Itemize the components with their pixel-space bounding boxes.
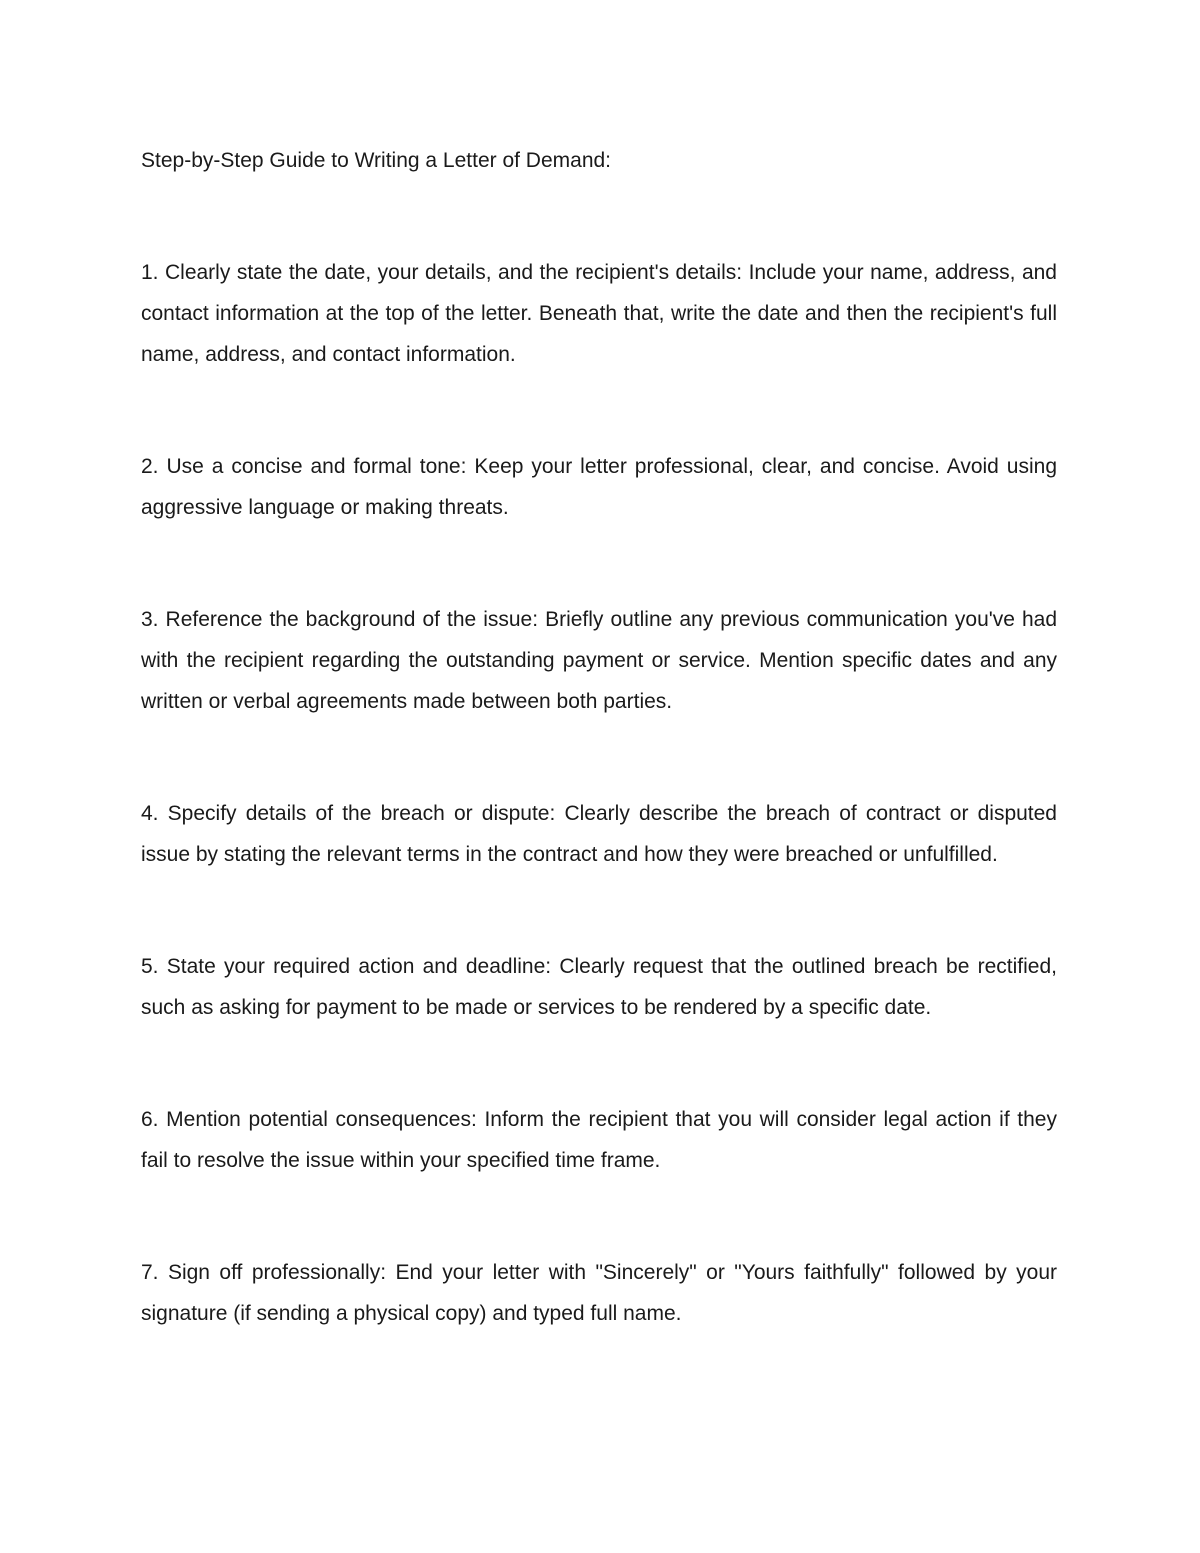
step-3-paragraph: 3. Reference the background of the issue: Briefly outline any previous communication you've had with the recipient regarding the outstanding payment or service. Mention specific dates and any written or verbal agreements made between both parties. [141, 608, 1057, 713]
step-1-paragraph: 1. Clearly state the date, your details, and the recipient's details: Include your name, address, and contact information at the top of the letter. Beneath that, write the date and then the recipient's full name, address, and contact information. [141, 261, 1057, 366]
step-4-paragraph: 4. Specify details of the breach or dispute: Clearly describe the breach of contract or disputed issue by stating the relevant terms in the contract and how they were breached or unfulfilled. [141, 802, 1057, 866]
document-title: Step-by-Step Guide to Writing a Letter of Demand: [141, 149, 612, 172]
document-body [141, 140, 1057, 1334]
step-7-paragraph: 7. Sign off professionally: End your letter with "Sincerely" or "Yours faithfully" followed by your signature (if sending a physical copy) and typed full name. [141, 1261, 1057, 1325]
step-6-paragraph: 6. Mention potential consequences: Inform the recipient that you will consider legal action if they fail to resolve the issue within your specified time frame. [141, 1108, 1057, 1172]
step-2-paragraph: 2. Use a concise and formal tone: Keep your letter professional, clear, and concise. Avoid using aggressive language or making threats. [141, 455, 1057, 519]
step-5-paragraph: 5. State your required action and deadline: Clearly request that the outlined breach be rectified, such as asking for payment to be made or services to be rendered by a specific date. [141, 955, 1057, 1019]
